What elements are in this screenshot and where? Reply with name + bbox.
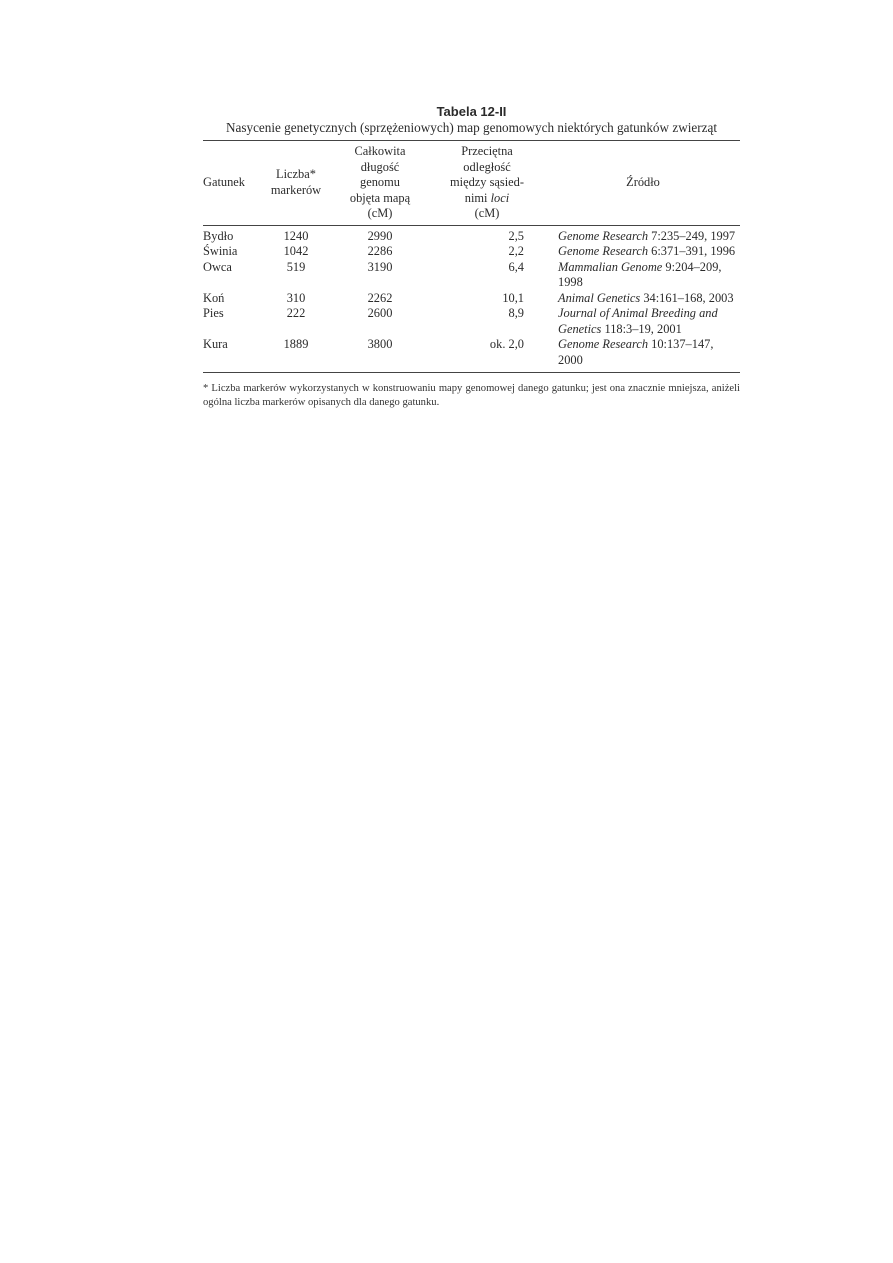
cell-genome-length: 3800 — [367, 337, 393, 351]
cell-genome-length: 2600 — [367, 306, 393, 320]
header-genome-length: Całkowita długość genomu objęta mapą (cM) — [332, 141, 428, 225]
table-row — [203, 291, 740, 307]
table-bottom-rule — [203, 372, 740, 373]
cell-average-distance: 8,9 — [508, 306, 524, 320]
cell-species: Kura — [203, 337, 228, 351]
cell-source: Journal of Animal Breeding and Genetics 118:3–19, 2001 — [558, 306, 718, 336]
cell-species: Koń — [203, 290, 225, 305]
cell-species: Świnia — [203, 244, 238, 258]
table-row — [203, 306, 740, 337]
cell-source: Genome Research 7:235–249, 1997 — [558, 228, 736, 243]
cell-genome-length: 2262 — [367, 290, 393, 305]
table-title: Tabela 12-II — [436, 104, 507, 119]
cell-average-distance: ok. 2,0 — [489, 337, 524, 351]
table-caption: Nasycenie genetycznych (sprzężeniowych) map genomowych niektórych gatunków zwierząt — [225, 120, 718, 135]
cell-markers: 519 — [286, 259, 306, 274]
cell-markers: 1889 — [283, 337, 309, 351]
cell-markers: 1240 — [283, 228, 309, 243]
cell-average-distance: 10,1 — [502, 290, 524, 305]
table-row — [203, 244, 740, 260]
cell-average-distance: 6,4 — [508, 259, 524, 274]
cell-species: Bydło — [203, 228, 234, 243]
table-row — [203, 225, 740, 244]
cell-source: Genome Research 10:137–147, 2000 — [558, 337, 714, 367]
cell-genome-length: 3190 — [367, 259, 393, 274]
cell-average-distance: 2,5 — [508, 228, 524, 243]
header-source: Źródło — [546, 141, 740, 225]
cell-genome-length: 2286 — [367, 244, 393, 258]
table-header-row — [203, 141, 740, 225]
header-average-distance: Przeciętna odległość między sąsied- nimi loci (cM) — [428, 141, 546, 225]
cell-markers: 310 — [286, 290, 306, 305]
cell-average-distance: 2,2 — [508, 244, 524, 258]
header-markers: Liczba* markerów — [260, 141, 332, 225]
cell-source: Genome Research 6:371–391, 1996 — [558, 244, 736, 258]
cell-species: Pies — [203, 306, 224, 320]
cell-source: Mammalian Genome 9:204–209, 1998 — [558, 259, 722, 289]
table-row — [203, 337, 740, 372]
cell-genome-length: 2990 — [367, 228, 393, 243]
header-species: Gatunek — [203, 141, 260, 225]
cell-markers: 222 — [286, 306, 306, 320]
table-footnote: * Liczba markerów wykorzystanych w konstruowaniu mapy genomowej danego gatunku; jest ona znacznie mniejsza, aniżeli ogólna liczba markerów opisanych dla danego gatunku. — [203, 383, 740, 408]
genome-map-table — [203, 141, 740, 372]
cell-markers: 1042 — [283, 244, 309, 258]
cell-source: Animal Genetics 34:161–168, 2003 — [558, 290, 734, 305]
document-page — [203, 104, 740, 410]
cell-species: Owca — [203, 259, 232, 274]
table-row — [203, 260, 740, 291]
